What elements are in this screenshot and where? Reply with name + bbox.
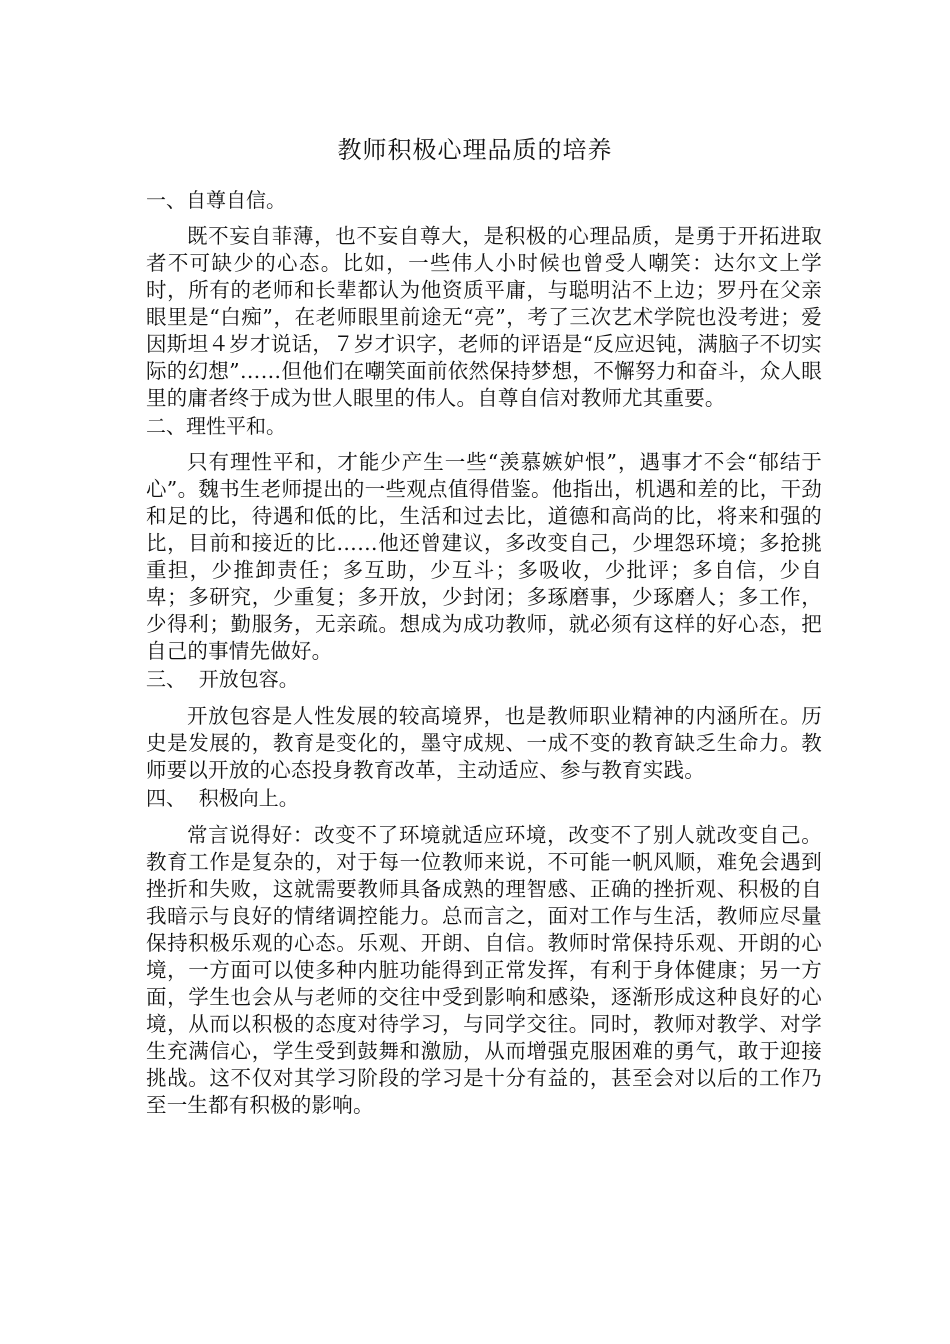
section-heading: 三、 开放包容。 (146, 667, 299, 691)
section-heading: 二、理性平和。 (146, 414, 286, 438)
section-positive (146, 784, 822, 1119)
section-heading: 一、自尊自信。 (146, 188, 286, 212)
section-paragraph: 只有理性平和，才能少产生一些“羡慕嫉妒恨”，遇事才不会“郁结于心”。魏书生老师提出的一些观点值得借鉴。他指出，机遇和差的比，干劲和足的比，待遇和低的比，生活和过去比，道德和高尚的比，将来和强的比，目前和接近的比……他还曾建议，多改变自己，少埋怨环境；多抢挑重担，少推卸责任；多互助，少互斗；多吸收，少批评；多自信，少自卑；多研究，少重复；多开放，少封闭；多琢磨事，少琢磨人；多工作，少得利；勤服务，无亲疏。想成为成功教师，就必须有这样的好心态，把自己的事情先做好。 (146, 450, 822, 663)
section-paragraph: 常言说得好：改变不了环境就适应环境，改变不了别人就改变自己。教育工作是复杂的，对于每一位教师来说，不可能一帆风顺，难免会遇到挫折和失败，这就需要教师具备成熟的理智感、正确的挫折观、积极的自我暗示与良好的情绪调控能力。总而言之，面对工作与生活，教师应尽量保持积极乐观的心态。乐观、开朗、自信。教师时常保持乐观、开朗的心境，一方面可以使多种内脏功能得到正常发挥，有利于身体健康；另一方面，学生也会从与老师的交往中受到影响和感染，逐渐形成这种良好的心境，从而以积极的态度对待学习，与同学交往。同时，教师对教学、对学生充满信心，学生受到鼓舞和激励，从而增强克服困难的勇气，敢于迎接挑战。这不仅对其学习阶段的学习是十分有益的，甚至会对以后的工作乃至一生都有积极的影响。 (146, 823, 822, 1117)
section-heading: 四、 积极向上。 (146, 786, 299, 810)
section-rational-calm (146, 412, 822, 665)
document-title: 教师积极心理品质的培养 (337, 136, 613, 164)
document-body (146, 186, 822, 1119)
section-paragraph: 既不妄自菲薄，也不妄自尊大，是积极的心理品质，是勇于开拓进取者不可缺少的心态。比如，一些伟人小时候也曾受人嘲笑：达尔文上学时，所有的老师和长辈都认为他资质平庸，与聪明沾不上边；罗丹在父亲眼里是“白痴”，在老师眼里前途无“亮”，考了三次艺术学院也没考进；爱因斯坦４岁才说话，７岁才识字，老师的评语是“反应迟钝，满脑子不切实际的幻想”……但他们在嘲笑面前依然保持梦想，不懈努力和奋斗，众人眼里的庸者终于成为世人眼里的伟人。自尊自信对教师尤其重要。 (146, 224, 822, 410)
section-self-esteem (146, 186, 822, 412)
section-paragraph: 开放包容是人性发展的较高境界，也是教师职业精神的内涵所在。历史是发展的，教育是变化的，墨守成规、一成不变的教育缺乏生命力。教师要以开放的心态投身教育改革，主动适应、参与教育实践。 (146, 704, 822, 782)
section-openness (146, 665, 822, 784)
